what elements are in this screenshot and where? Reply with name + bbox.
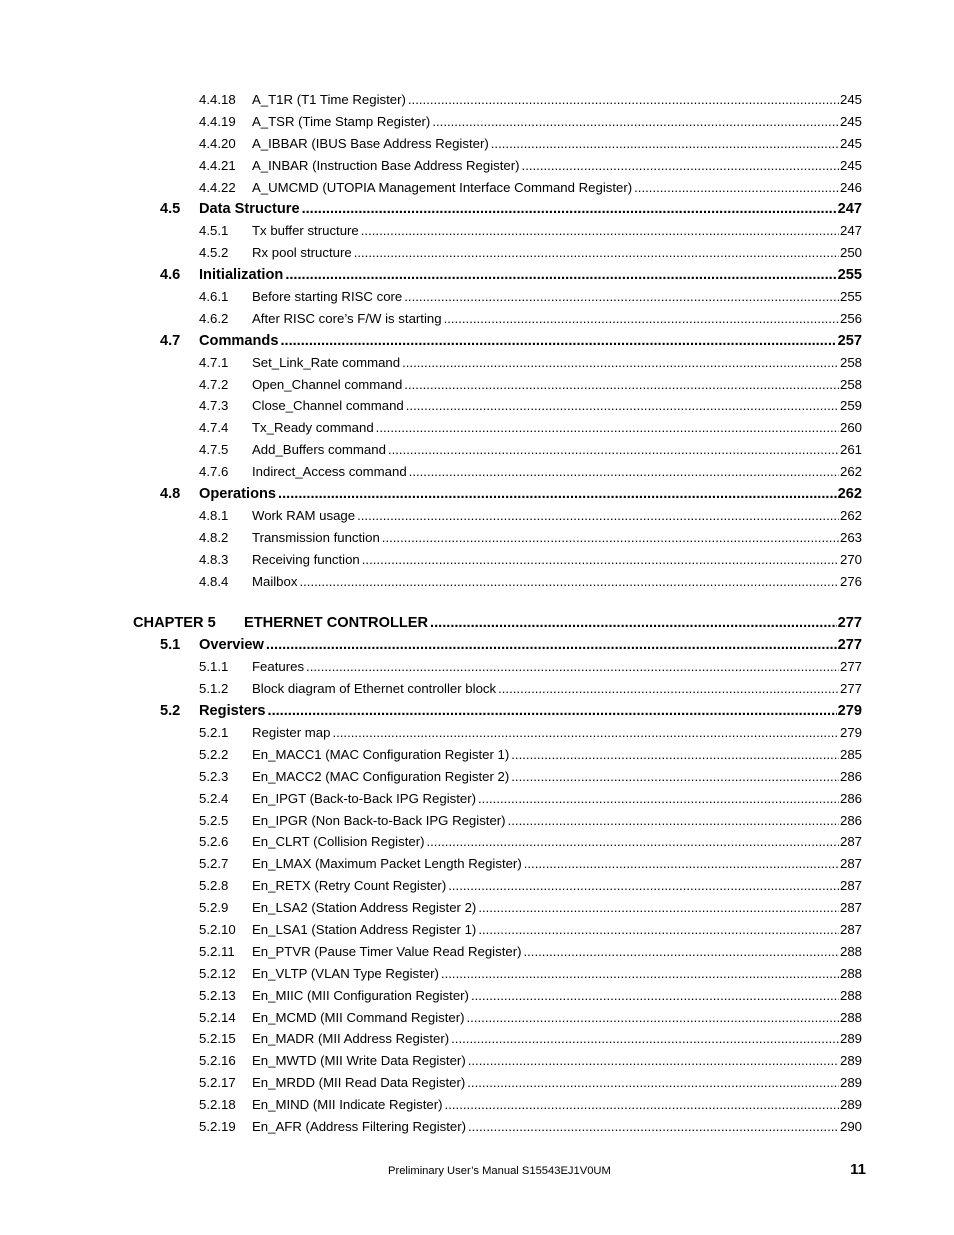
toc-entry-page: 245 xyxy=(839,157,862,173)
toc-entry-page: 289 xyxy=(839,1075,862,1091)
toc-entry-page: 279 xyxy=(839,724,862,740)
toc-subsection-entry[interactable] xyxy=(0,919,954,941)
toc-subsection-entry[interactable] xyxy=(0,766,954,788)
toc-subsection-entry[interactable] xyxy=(0,744,954,766)
toc-dot-leader xyxy=(478,922,839,937)
toc-entry-title: En_CLRT (Collision Register) xyxy=(252,834,425,850)
toc-entry-line xyxy=(252,944,862,959)
toc-entry-page: 287 xyxy=(839,900,862,916)
toc-entry-number: 5.2.13 xyxy=(199,987,236,1003)
toc-entry-title: En_VLTP (VLAN Type Register) xyxy=(252,965,439,981)
toc-dot-leader xyxy=(268,703,837,719)
toc-entry-page: 287 xyxy=(839,856,862,872)
toc-entry-line xyxy=(252,289,862,304)
toc-entry-page: 256 xyxy=(839,310,862,326)
toc-entry-number: 5.2.3 xyxy=(199,768,229,784)
toc-dot-leader xyxy=(376,420,839,435)
toc-section-entry[interactable] xyxy=(0,483,954,505)
toc-subsection-entry[interactable] xyxy=(0,985,954,1007)
toc-entry-number: CHAPTER 5 xyxy=(133,615,216,632)
toc-entry-page: 287 xyxy=(839,834,862,850)
toc-dot-leader xyxy=(388,442,839,457)
toc-entry-number: 4.6.2 xyxy=(199,310,229,326)
toc-subsection-entry[interactable] xyxy=(0,1028,954,1050)
toc-entry-line xyxy=(252,180,862,195)
toc-entry-title: Data Structure xyxy=(199,201,300,218)
toc-entry-line xyxy=(252,114,862,129)
toc-entry-number: 4.7.1 xyxy=(199,354,229,370)
toc-entry-page: 287 xyxy=(839,921,862,937)
toc-dot-leader xyxy=(299,574,839,589)
toc-subsection-entry[interactable] xyxy=(0,963,954,985)
toc-subsection-entry[interactable] xyxy=(0,810,954,832)
toc-subsection-entry[interactable] xyxy=(0,111,954,133)
toc-entry-title: En_MIIC (MII Configuration Register) xyxy=(252,987,469,1003)
toc-subsection-entry[interactable] xyxy=(0,941,954,963)
toc-entry-line xyxy=(252,552,862,567)
toc-subsection-entry[interactable] xyxy=(0,395,954,417)
toc-dot-leader xyxy=(426,834,839,849)
table-of-contents xyxy=(0,89,954,1138)
toc-entry-number: 4.5.2 xyxy=(199,245,229,261)
toc-subsection-entry[interactable] xyxy=(0,549,954,571)
toc-entry-line xyxy=(252,311,862,326)
toc-entry-title: Features xyxy=(252,659,305,675)
toc-entry-page: 259 xyxy=(839,398,862,414)
toc-dot-leader xyxy=(468,1119,839,1134)
toc-entry-number: 5.2.5 xyxy=(199,812,229,828)
toc-entry-number: 4.6 xyxy=(160,267,181,284)
toc-entry-line xyxy=(252,791,862,806)
toc-entry-number: 5.2.19 xyxy=(199,1118,236,1134)
toc-entry-page: 277 xyxy=(839,681,862,697)
toc-entry-number: 5.1.2 xyxy=(199,681,229,697)
toc-entry-line xyxy=(252,900,862,915)
toc-entry-line xyxy=(252,398,862,413)
toc-dot-leader xyxy=(354,245,839,260)
toc-entry-title: En_PTVR (Pause Timer Value Read Register) xyxy=(252,943,522,959)
toc-entry-page: 258 xyxy=(839,376,862,392)
toc-dot-leader xyxy=(511,747,839,762)
toc-entry-title: Set_Link_Rate command xyxy=(252,354,401,370)
toc-section-entry[interactable] xyxy=(0,700,954,722)
toc-subsection-entry[interactable] xyxy=(0,133,954,155)
toc-dot-leader xyxy=(478,791,839,806)
toc-entry-page: 255 xyxy=(837,267,862,284)
toc-entry-line xyxy=(252,530,862,545)
toc-entry-page: 285 xyxy=(839,746,862,762)
toc-entry-line xyxy=(252,464,862,479)
toc-entry-page: 260 xyxy=(839,420,862,436)
toc-entry-title: Transmission function xyxy=(252,529,380,545)
toc-dot-leader xyxy=(362,552,839,567)
toc-entry-line xyxy=(199,637,862,653)
toc-entry-number: 4.7.4 xyxy=(199,420,229,436)
toc-entry-title: Mailbox xyxy=(252,573,298,589)
toc-entry-number: 4.7.2 xyxy=(199,376,229,392)
toc-entry-line xyxy=(252,508,862,523)
toc-dot-leader xyxy=(357,508,839,523)
toc-entry-title: A_T1R (T1 Time Register) xyxy=(252,92,406,107)
toc-entry-page: 289 xyxy=(839,1053,862,1069)
toc-entry-title: Rx pool structure xyxy=(252,245,352,261)
toc-dot-leader xyxy=(404,377,839,392)
toc-entry-line xyxy=(252,1097,862,1112)
toc-entry-title: En_MACC1 (MAC Configuration Register 1) xyxy=(252,746,510,762)
toc-entry-number: 4.4.22 xyxy=(199,179,236,195)
toc-entry-number: 5.2.6 xyxy=(199,834,229,850)
toc-dot-leader xyxy=(467,1075,839,1090)
toc-entry-line xyxy=(252,245,862,260)
toc-entry-number: 5.2.4 xyxy=(199,790,229,806)
toc-entry-page: 286 xyxy=(839,790,862,806)
toc-entry-page: 258 xyxy=(839,354,862,370)
toc-entry-title: En_IPGT (Back-to-Back IPG Register) xyxy=(252,790,477,806)
toc-entry-number: 5.2.16 xyxy=(199,1053,236,1069)
toc-entry-line xyxy=(252,92,862,107)
toc-entry-number: 5.2.8 xyxy=(199,878,229,894)
toc-dot-leader xyxy=(361,223,839,238)
toc-entry-page: 288 xyxy=(839,965,862,981)
toc-entry-number: 5.2 xyxy=(160,703,181,720)
toc-dot-leader xyxy=(524,856,839,871)
toc-dot-leader xyxy=(523,944,839,959)
toc-entry-number: 5.2.10 xyxy=(199,921,236,937)
toc-entry-page: 277 xyxy=(837,637,862,654)
toc-dot-leader xyxy=(451,1031,839,1046)
toc-subsection-entry[interactable] xyxy=(0,220,954,242)
toc-dot-leader xyxy=(444,311,839,326)
toc-dot-leader xyxy=(445,1097,839,1112)
toc-entry-title: Commands xyxy=(199,332,279,349)
toc-entry-number: 4.7.6 xyxy=(199,464,229,480)
toc-entry-page: 245 xyxy=(839,135,862,151)
toc-entry-title: En_LSA2 (Station Address Register 2) xyxy=(252,900,477,916)
toc-entry-title: Before starting RISC core xyxy=(252,289,403,305)
toc-entry-title: En_MACC2 (MAC Configuration Register 2) xyxy=(252,768,510,784)
toc-entry-number: 5.2.18 xyxy=(199,1097,236,1113)
toc-entry-page: 245 xyxy=(839,92,862,107)
toc-entry-line xyxy=(244,615,862,631)
toc-entry-page: 277 xyxy=(839,659,862,675)
toc-entry-line xyxy=(252,158,862,173)
toc-entry-line xyxy=(252,834,862,849)
toc-entry-page: 262 xyxy=(837,486,862,503)
toc-entry-title: En_AFR (Address Filtering Register) xyxy=(252,1118,467,1134)
footer-manual-id: Preliminary User’s Manual S15543EJ1V0UM xyxy=(388,1165,611,1177)
toc-entry-title: Tx_Ready command xyxy=(252,420,374,436)
toc-entry-line xyxy=(252,725,862,740)
toc-section-entry[interactable] xyxy=(0,198,954,220)
toc-subsection-entry[interactable] xyxy=(0,853,954,875)
toc-entry-number: 4.4.20 xyxy=(199,135,236,151)
toc-dot-leader xyxy=(441,966,839,981)
toc-entry-page: 250 xyxy=(839,245,862,261)
toc-entry-title: Overview xyxy=(199,637,264,654)
toc-dot-leader xyxy=(278,486,837,502)
toc-subsection-entry[interactable] xyxy=(0,1050,954,1072)
toc-entry-title: ETHERNET CONTROLLER xyxy=(244,615,429,632)
toc-subsection-entry[interactable] xyxy=(0,722,954,744)
toc-subsection-entry[interactable] xyxy=(0,571,954,593)
toc-dot-leader xyxy=(511,769,839,784)
toc-dot-leader xyxy=(382,530,839,545)
toc-entry-number: 5.2.2 xyxy=(199,746,229,762)
toc-entry-title: En_LMAX (Maximum Packet Length Register) xyxy=(252,856,522,872)
toc-entry-page: 287 xyxy=(839,878,862,894)
toc-entry-number: 4.4.21 xyxy=(199,157,236,173)
toc-entry-title: A_TSR (Time Stamp Register) xyxy=(252,113,431,129)
toc-entry-number: 4.7 xyxy=(160,332,181,349)
toc-entry-line xyxy=(252,1075,862,1090)
toc-entry-title: Operations xyxy=(199,486,277,503)
toc-dot-leader xyxy=(280,333,836,349)
toc-subsection-entry[interactable] xyxy=(0,1116,954,1138)
toc-entry-page: 246 xyxy=(839,179,862,195)
toc-entry-line xyxy=(252,355,862,370)
toc-entry-number: 4.8.2 xyxy=(199,529,229,545)
toc-entry-line xyxy=(252,747,862,762)
toc-entry-page: 288 xyxy=(839,943,862,959)
toc-chapter-entry[interactable] xyxy=(0,612,954,634)
toc-entry-page: 277 xyxy=(837,615,862,632)
toc-dot-leader xyxy=(634,180,839,195)
toc-entry-line xyxy=(252,769,862,784)
toc-dot-leader xyxy=(498,681,839,696)
toc-entry-number: 5.2.17 xyxy=(199,1075,236,1091)
toc-entry-number: 5.2.14 xyxy=(199,1009,236,1025)
toc-entry-title: En_MIND (MII Indicate Register) xyxy=(252,1097,443,1113)
toc-entry-number: 4.7.3 xyxy=(199,398,229,414)
toc-entry-title: En_RETX (Retry Count Register) xyxy=(252,878,447,894)
toc-entry-page: 286 xyxy=(839,812,862,828)
toc-entry-title: Open_Channel command xyxy=(252,376,403,392)
toc-entry-number: 4.5 xyxy=(160,201,181,218)
toc-entry-page: 245 xyxy=(839,113,862,129)
toc-dot-leader xyxy=(522,158,839,173)
toc-entry-number: 4.7.5 xyxy=(199,442,229,458)
toc-dot-leader xyxy=(448,878,839,893)
toc-subsection-entry[interactable] xyxy=(0,308,954,330)
toc-subsection-entry[interactable] xyxy=(0,177,954,199)
toc-entry-title: Tx buffer structure xyxy=(252,223,359,239)
toc-entry-line xyxy=(252,966,862,981)
toc-entry-number: 4.4.18 xyxy=(199,92,236,107)
toc-entry-number: 4.8.1 xyxy=(199,507,229,523)
toc-entry-number: 4.8.4 xyxy=(199,573,229,589)
toc-dot-leader xyxy=(491,136,839,151)
toc-subsection-entry[interactable] xyxy=(0,155,954,177)
toc-subsection-entry[interactable] xyxy=(0,1094,954,1116)
toc-dot-leader xyxy=(266,637,837,653)
toc-subsection-entry[interactable] xyxy=(0,374,954,396)
toc-dot-leader xyxy=(406,398,839,413)
toc-entry-page: 255 xyxy=(839,289,862,305)
toc-entry-line xyxy=(252,223,862,238)
toc-entry-page: 261 xyxy=(839,442,862,458)
toc-dot-leader xyxy=(408,92,839,107)
toc-entry-title: A_IBBAR (IBUS Base Address Register) xyxy=(252,135,489,151)
toc-entry-page: 288 xyxy=(839,987,862,1003)
toc-entry-line xyxy=(199,201,862,217)
toc-dot-leader xyxy=(430,615,837,631)
toc-subsection-entry[interactable] xyxy=(0,678,954,700)
toc-entry-line xyxy=(252,922,862,937)
toc-subsection-entry[interactable] xyxy=(0,352,954,374)
toc-entry-line xyxy=(199,267,862,283)
toc-entry-line xyxy=(252,1031,862,1046)
toc-dot-leader xyxy=(508,813,839,828)
toc-dot-leader xyxy=(306,659,839,674)
toc-entry-number: 5.2.7 xyxy=(199,856,229,872)
toc-subsection-entry[interactable] xyxy=(0,1072,954,1094)
toc-entry-title: En_MWTD (MII Write Data Register) xyxy=(252,1053,466,1069)
toc-entry-number: 5.1 xyxy=(160,637,181,654)
toc-entry-title: En_MRDD (MII Read Data Register) xyxy=(252,1075,466,1091)
toc-entry-line xyxy=(199,703,862,719)
toc-entry-line xyxy=(252,420,862,435)
toc-subsection-entry[interactable] xyxy=(0,656,954,678)
toc-entry-number: 5.1.1 xyxy=(199,659,229,675)
toc-entry-title: Register map xyxy=(252,724,331,740)
toc-entry-title: En_IPGR (Non Back-to-Back IPG Register) xyxy=(252,812,506,828)
toc-subsection-entry[interactable] xyxy=(0,875,954,897)
toc-entry-page: 270 xyxy=(839,551,862,567)
toc-subsection-entry[interactable] xyxy=(0,286,954,308)
toc-entry-line xyxy=(252,1119,862,1134)
toc-entry-title: A_INBAR (Instruction Base Address Register) xyxy=(252,157,520,173)
toc-subsection-entry[interactable] xyxy=(0,1007,954,1029)
toc-dot-leader xyxy=(468,1053,839,1068)
toc-entry-number: 5.2.11 xyxy=(199,943,235,959)
toc-entry-line xyxy=(252,856,862,871)
toc-entry-line xyxy=(199,486,862,502)
toc-entry-line xyxy=(252,136,862,151)
toc-entry-line xyxy=(252,442,862,457)
toc-dot-leader xyxy=(432,114,839,129)
toc-entry-title: En_LSA1 (Station Address Register 1) xyxy=(252,921,477,937)
toc-entry-line xyxy=(252,1010,862,1025)
toc-entry-page: 262 xyxy=(839,464,862,480)
toc-entry-title: Close_Channel command xyxy=(252,398,404,414)
toc-entry-page: 289 xyxy=(839,1097,862,1113)
toc-dot-leader xyxy=(285,267,836,283)
toc-entry-page: 288 xyxy=(839,1009,862,1025)
toc-section-entry[interactable] xyxy=(0,330,954,352)
toc-dot-leader xyxy=(409,464,839,479)
toc-dot-leader xyxy=(404,289,839,304)
toc-subsection-entry[interactable] xyxy=(0,527,954,549)
toc-entry-title: Registers xyxy=(199,703,266,720)
toc-entry-line xyxy=(199,333,862,349)
toc-entry-line xyxy=(252,813,862,828)
toc-subsection-entry[interactable] xyxy=(0,439,954,461)
toc-entry-number: 4.8.3 xyxy=(199,551,229,567)
toc-entry-page: 279 xyxy=(837,703,862,720)
toc-entry-line xyxy=(252,988,862,1003)
toc-subsection-entry[interactable] xyxy=(0,788,954,810)
toc-entry-number: 4.5.1 xyxy=(199,223,229,239)
toc-entry-line xyxy=(252,574,862,589)
toc-entry-page: 276 xyxy=(839,573,862,589)
toc-dot-leader xyxy=(471,988,839,1003)
toc-entry-title: Initialization xyxy=(199,267,284,284)
toc-subsection-entry[interactable] xyxy=(0,242,954,264)
toc-dot-leader xyxy=(302,201,837,217)
toc-entry-number: 4.8 xyxy=(160,486,181,503)
toc-dot-leader xyxy=(402,355,839,370)
toc-subsection-entry[interactable] xyxy=(0,89,954,111)
toc-subsection-entry[interactable] xyxy=(0,831,954,853)
toc-entry-line xyxy=(252,377,862,392)
toc-subsection-entry[interactable] xyxy=(0,897,954,919)
toc-entry-page: 290 xyxy=(839,1118,862,1134)
toc-entry-number: 5.2.1 xyxy=(199,724,229,740)
toc-entry-line xyxy=(252,1053,862,1068)
toc-entry-page: 289 xyxy=(839,1031,862,1047)
toc-entry-title: Receiving function xyxy=(252,551,360,567)
page-footer xyxy=(0,1160,954,1184)
toc-entry-line xyxy=(252,878,862,893)
toc-entry-title: After RISC core’s F/W is starting xyxy=(252,310,442,326)
toc-entry-title: Add_Buffers command xyxy=(252,442,386,458)
toc-entry-page: 263 xyxy=(839,529,862,545)
toc-subsection-entry[interactable] xyxy=(0,417,954,439)
toc-entry-number: 5.2.15 xyxy=(199,1031,236,1047)
toc-entry-number: 5.2.12 xyxy=(199,965,236,981)
toc-subsection-entry[interactable] xyxy=(0,505,954,527)
toc-entry-page: 286 xyxy=(839,768,862,784)
toc-entry-line xyxy=(252,659,862,674)
toc-entry-page: 247 xyxy=(837,201,862,218)
toc-entry-page: 262 xyxy=(839,507,862,523)
footer-page-number: 11 xyxy=(850,1161,866,1178)
toc-entry-number: 4.6.1 xyxy=(199,289,229,305)
toc-entry-title: En_MCMD (MII Command Register) xyxy=(252,1009,465,1025)
toc-section-entry[interactable] xyxy=(0,634,954,656)
toc-entry-page: 257 xyxy=(837,332,862,349)
toc-dot-leader xyxy=(332,725,839,740)
toc-entry-page: 247 xyxy=(839,223,862,239)
toc-entry-title: Block diagram of Ethernet controller block xyxy=(252,681,497,697)
toc-entry-title: A_UMCMD (UTOPIA Management Interface Command Register) xyxy=(252,179,633,195)
toc-entry-title: Work RAM usage xyxy=(252,507,356,523)
toc-entry-title: En_MADR (MII Address Register) xyxy=(252,1031,450,1047)
toc-entry-title: Indirect_Access command xyxy=(252,464,407,480)
toc-dot-leader xyxy=(478,900,839,915)
toc-entry-number: 4.4.19 xyxy=(199,113,236,129)
toc-entry-number: 5.2.9 xyxy=(199,900,229,916)
toc-entry-line xyxy=(252,681,862,696)
toc-subsection-entry[interactable] xyxy=(0,461,954,483)
toc-dot-leader xyxy=(467,1010,839,1025)
toc-section-entry[interactable] xyxy=(0,264,954,286)
